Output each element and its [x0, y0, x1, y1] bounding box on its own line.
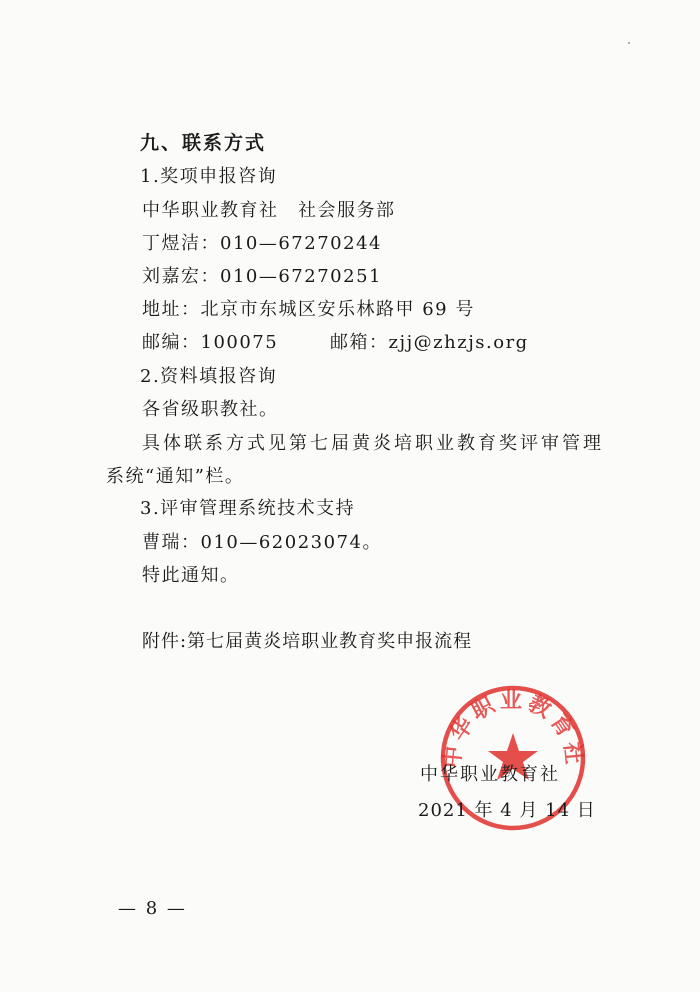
- item2-title: 2.资料填报咨询: [140, 366, 278, 387]
- item2-detail-line1: 具体联系方式见第七届黄炎培职业教育奖评审管理: [142, 433, 604, 454]
- item1-title: 1.奖项申报咨询: [140, 166, 278, 187]
- scan-speck: [628, 42, 630, 44]
- signature-org-name: 中华职业教育社: [420, 764, 560, 785]
- email: 邮箱：zjj@zhzjs.org: [330, 332, 529, 353]
- address: 地址：北京市东城区安乐林路甲 69 号: [142, 299, 475, 320]
- item3-title: 3.评审管理系统技术支持: [140, 498, 356, 519]
- item2-text: 各省级职教社。: [142, 399, 279, 420]
- signature-date: 2021 年 4 月 14 日: [418, 800, 596, 821]
- postcode: 邮编：100075: [142, 332, 279, 353]
- page-number: — 8 —: [118, 898, 187, 919]
- org-department: 中华职业教育社 社会服务部: [142, 200, 396, 221]
- section-heading: 九、联系方式: [140, 132, 267, 154]
- contact-1: 丁煜洁：010—67270244: [142, 233, 382, 254]
- contact-2: 刘嘉宏：010—67270251: [142, 266, 382, 287]
- svg-text:中华职业教育社: 中华职业教育社: [440, 688, 586, 770]
- closing-text: 特此通知。: [142, 565, 240, 586]
- item2-detail-line2: 系统“通知”栏。: [106, 466, 245, 487]
- attachment-line: 附件:第七届黄炎培职业教育奖申报流程: [142, 631, 473, 652]
- contact-3: 曹瑞：010—62023074。: [142, 532, 382, 553]
